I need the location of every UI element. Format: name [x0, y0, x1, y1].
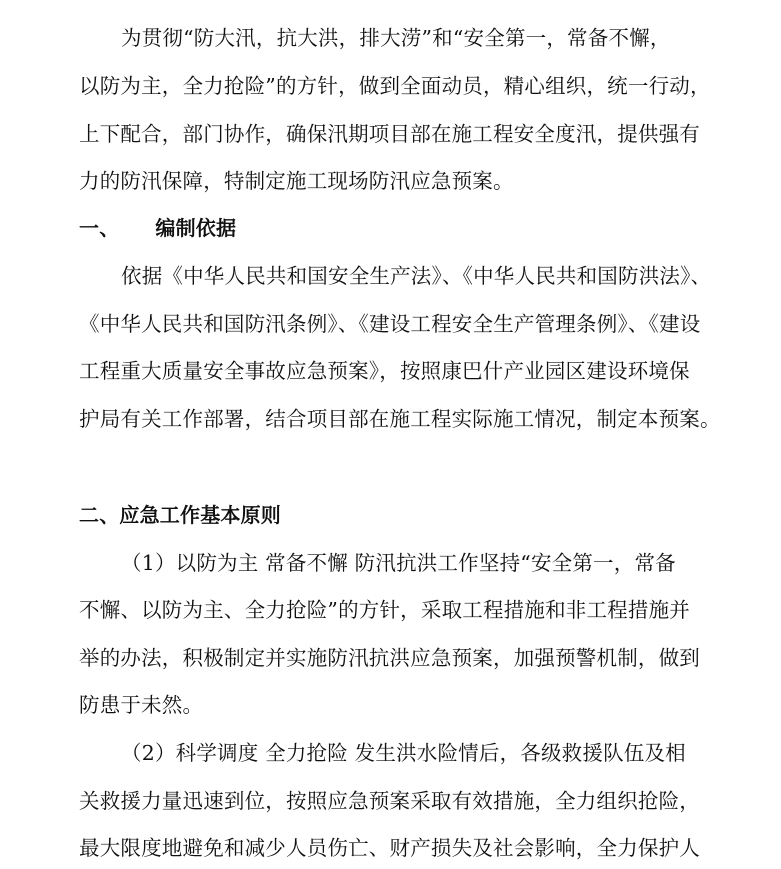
- section-2-item-1-line-2: 不懈、以防为主、全力抢险”的方针，采取工程措施和非工程措施并: [79, 598, 690, 622]
- section-2-item-1-line-3: 举的办法，积极制定并实施防汛抗洪应急预案，加强预警机制，做到: [79, 646, 700, 670]
- intro-line-2: 以防为主，全力抢险”的方针，做到全面动员，精心组织，统一行动，: [79, 74, 711, 98]
- section-2-item-2-line-3: 最大限度地避免和减少人员伤亡、财产损失及社会影响，全力保护人: [79, 836, 700, 860]
- section-1-title: 编制依据: [155, 216, 237, 240]
- intro-line-3: 上下配合，部门协作，确保汛期项目部在施工程安全度汛，提供强有: [79, 122, 700, 146]
- section-2-item-1-line-4: 防患于未然。: [79, 693, 204, 717]
- section-2-item-2-line-1: （2）科学调度 全力抢险 发生洪水险情后，各级救援队伍及相: [121, 741, 686, 765]
- section-1-line-3: 工程重大质量安全事故应急预案》，按照康巴什产业园区建设环境保: [79, 359, 690, 383]
- section-1-line-2: 《中华人民共和国防汛条例》、《建设工程安全生产管理条例》、《建设: [79, 312, 701, 336]
- section-2-item-2-line-2: 关救援力量迅速到位，按照应急预案采取有效措施，全力组织抢险，: [79, 789, 700, 813]
- section-2-heading: 二、应急工作基本原则: [79, 503, 281, 527]
- section-1-heading: [79, 214, 719, 242]
- section-1-line-4: 护局有关工作部署，结合项目部在施工程实际施工情况，制定本预案。: [79, 407, 721, 431]
- intro-line-1: 为贯彻“防大汛，抗大洪，排大涝”和“安全第一，常备不懈，: [121, 26, 671, 50]
- section-2-item-1-line-1: （1）以防为主 常备不懈 防汛抗洪工作坚持“安全第一，常备: [121, 551, 676, 575]
- section-1-line-1: 依据《中华人民共和国安全生产法》、《中华人民共和国防洪法》、: [121, 264, 712, 288]
- section-1-number: 一、: [79, 216, 120, 240]
- intro-line-4: 力的防汛保障，特制定施工现场防汛应急预案。: [79, 169, 514, 193]
